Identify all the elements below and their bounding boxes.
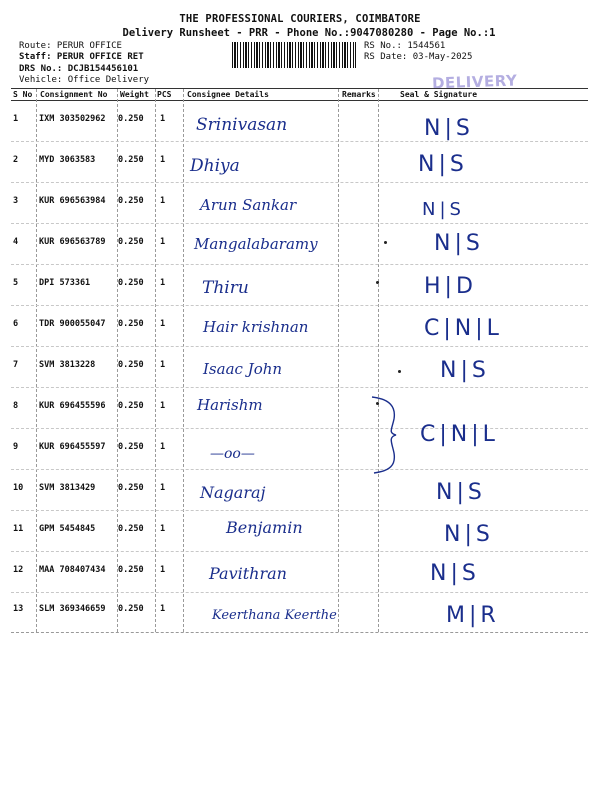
runsheet-subtitle: Delivery Runsheet - PRR - Phone No.:9047080280 - Page No.:1	[122, 27, 496, 39]
handwritten-consignee: Keerthana Keerthe	[212, 608, 337, 623]
row-weight: 0.250	[118, 319, 144, 329]
staff-label: Staff: PERUR OFFICE RET	[19, 52, 144, 62]
row-pcs: 1	[160, 196, 166, 206]
table-row	[11, 552, 588, 593]
handwritten-consignee: Arun Sankar	[200, 196, 297, 214]
handwritten-signature: N|S	[434, 231, 484, 256]
row-consignment: GPM 5454845	[39, 524, 96, 534]
company-title: THE PROFESSIONAL COURIERS, COIMBATORE	[179, 13, 421, 25]
row-consignment: KUR 696455596	[39, 401, 106, 411]
handwritten-consignee: Thiru	[202, 278, 249, 298]
row-sno: 13	[13, 604, 24, 614]
row-weight: 0.250	[118, 442, 144, 452]
pen-mark	[384, 241, 387, 244]
table-row	[11, 142, 588, 183]
row-consignment: MAA 708407434	[39, 565, 106, 575]
col-header-pcs: PCS	[157, 90, 172, 99]
handwritten-consignee: Srinivasan	[196, 115, 288, 135]
row-pcs: 1	[160, 604, 166, 614]
row-weight: 0.250	[118, 401, 144, 411]
col-header-consignment: Consignment No	[40, 90, 108, 99]
grouping-brace	[366, 393, 406, 477]
col-header-sno: S No	[13, 90, 33, 99]
table-bottom-rule	[11, 632, 588, 633]
handwritten-signature: N|S	[440, 358, 490, 383]
col-header-remarks: Remarks	[342, 90, 376, 99]
handwritten-signature: M|R	[446, 603, 500, 628]
handwritten-consignee: Harishm	[197, 396, 263, 414]
handwritten-signature: N|S	[424, 116, 474, 141]
row-sno: 2	[13, 155, 19, 165]
row-pcs: 1	[160, 319, 166, 329]
handwritten-consignee: Mangalabaramy	[194, 235, 318, 253]
table-row	[11, 429, 588, 470]
table-row	[11, 388, 588, 429]
handwritten-consignee: —oo—	[210, 446, 255, 462]
handwritten-signature: N|S	[422, 199, 465, 220]
row-pcs: 1	[160, 401, 166, 411]
handwritten-consignee: Pavithran	[209, 564, 287, 583]
row-weight: 0.250	[118, 196, 144, 206]
row-sno: 9	[13, 442, 19, 452]
row-pcs: 1	[160, 278, 166, 288]
col-header-consignee: Consignee Details	[187, 90, 269, 99]
row-sno: 6	[13, 319, 19, 329]
row-weight: 0.250	[118, 360, 144, 370]
row-weight: 0.250	[118, 155, 144, 165]
handwritten-signature: N|S	[430, 561, 480, 586]
row-consignment: DPI 573361	[39, 278, 91, 288]
row-consignment: IXM 303502962	[39, 114, 106, 124]
row-sno: 8	[13, 401, 19, 411]
row-consignment: SLM 369346659	[39, 604, 106, 614]
row-consignment: KUR 696563789	[39, 237, 106, 247]
handwritten-consignee: Hair krishnan	[203, 318, 309, 336]
handwritten-signature: H|D	[424, 274, 477, 299]
handwritten-signature: N|S	[436, 480, 486, 505]
pen-mark	[376, 281, 379, 284]
row-weight: 0.250	[118, 278, 144, 288]
row-sno: 3	[13, 196, 19, 206]
row-sno: 7	[13, 360, 19, 370]
row-consignment: MYD 3063583	[39, 155, 96, 165]
row-sno: 11	[13, 524, 24, 534]
handwritten-consignee: Benjamin	[226, 518, 303, 537]
row-weight: 0.250	[118, 237, 144, 247]
route-label: Route: PERUR OFFICE	[19, 41, 122, 51]
row-weight: 0.250	[118, 524, 144, 534]
row-pcs: 1	[160, 565, 166, 575]
handwritten-signature: N|S	[418, 152, 468, 177]
row-consignment: TDR 900055047	[39, 319, 106, 329]
handwritten-consignee: Dhiya	[190, 156, 240, 176]
col-header-weight: Weight	[120, 90, 149, 99]
row-consignment: KUR 696563984	[39, 196, 106, 206]
row-pcs: 1	[160, 360, 166, 370]
rs-date-label: RS Date: 03-May-2025	[364, 52, 473, 62]
table-row	[11, 101, 588, 142]
barcode	[232, 42, 356, 68]
handwritten-signature: C|N|L	[424, 316, 503, 341]
handwritten-group-signature: C|N|L	[420, 422, 499, 447]
row-pcs: 1	[160, 524, 166, 534]
row-weight: 0.250	[118, 483, 144, 493]
row-consignment: SVM 3813429	[39, 483, 96, 493]
row-pcs: 1	[160, 483, 166, 493]
row-weight: 0.250	[118, 565, 144, 575]
row-sno: 1	[13, 114, 19, 124]
row-sno: 5	[13, 278, 19, 288]
row-weight: 0.250	[118, 604, 144, 614]
row-consignment: SVM 3813228	[39, 360, 96, 370]
delivery-stamp: DELIVERY	[431, 71, 518, 93]
drs-label: DRS No.: DCJB154456101	[19, 64, 139, 74]
handwritten-consignee: Isaac John	[203, 360, 283, 378]
pen-mark	[376, 402, 379, 405]
vehicle-label: Vehicle: Office Delivery	[19, 75, 150, 85]
table-row	[11, 183, 588, 224]
table-row	[11, 347, 588, 388]
row-weight: 0.250	[118, 114, 144, 124]
table-row	[11, 265, 588, 306]
row-pcs: 1	[160, 237, 166, 247]
handwritten-consignee: Nagaraj	[200, 483, 266, 502]
row-pcs: 1	[160, 114, 166, 124]
rs-no-label: RS No.: 1544561	[364, 41, 446, 51]
handwritten-signature: N|S	[444, 522, 494, 547]
row-pcs: 1	[160, 155, 166, 165]
row-sno: 10	[13, 483, 24, 493]
col-header-signature: Seal & Signature	[400, 90, 478, 99]
row-consignment: KUR 696455597	[39, 442, 106, 452]
row-pcs: 1	[160, 442, 166, 452]
table-row	[11, 470, 588, 511]
pen-mark	[398, 370, 401, 373]
table-top-rule	[11, 88, 588, 89]
row-sno: 4	[13, 237, 19, 247]
row-sno: 12	[13, 565, 24, 575]
